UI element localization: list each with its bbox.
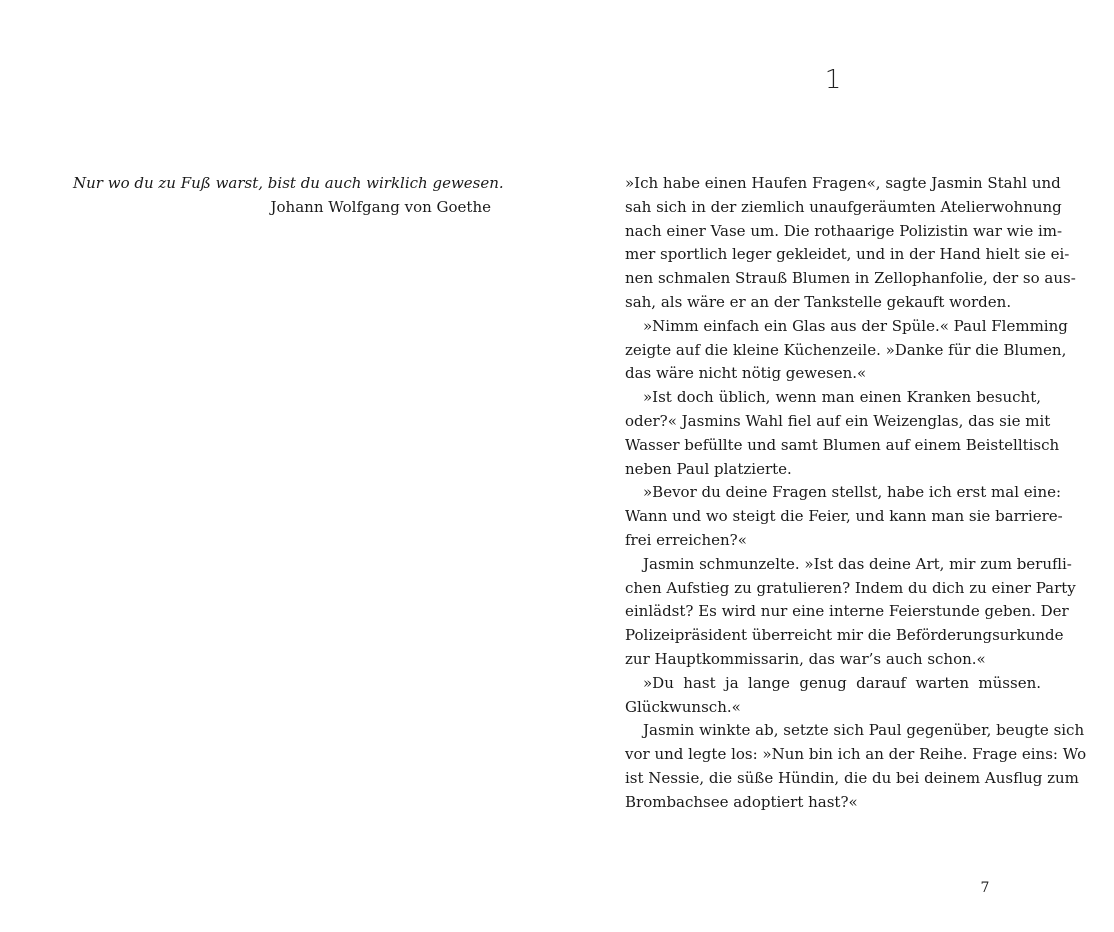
text-line: Polizeipräsident überreicht mir die Beförderungsurkunde <box>625 626 1064 645</box>
text-line: ist Nessie, die süße Hündin, die du bei deinem Ausflug zum <box>625 768 1079 787</box>
text-line: Jasmin schmunzelte. »Ist das deine Art, mir zum berufli- <box>643 554 1072 573</box>
text-line: zeigte auf die kleine Küchenzeile. »Danke für die Blumen, <box>625 340 1067 359</box>
text-line: oder?« Jasmins Wahl fiel auf ein Weizenglas, das sie mit <box>625 411 1051 430</box>
paragraph <box>625 172 1076 315</box>
chapter-body-text <box>625 172 1087 815</box>
text-line: Wasser befüllte und samt Blumen auf einem Beistelltisch <box>625 435 1060 454</box>
text-line: »Ist doch üblich, wenn man einen Kranken besucht, <box>643 388 1041 407</box>
text-line: mer sportlich leger gekleidet, und in der Hand hielt sie ei- <box>625 245 1070 264</box>
text-line: vor und legte los: »Nun bin ich an der Reihe. Frage eins: Wo <box>625 745 1087 764</box>
chapter-number: 1 <box>824 65 842 95</box>
text-line: Brombachsee adoptiert hast?« <box>625 792 858 811</box>
text-line: neben Paul platzierte. <box>625 459 792 478</box>
paragraph <box>625 386 1060 481</box>
epigraph-author: Johann Wolfgang von Goethe <box>270 197 491 216</box>
text-line: nach einer Vase um. Die rothaarige Polizistin war wie im- <box>625 221 1063 240</box>
text-line: »Du hast ja lange genug darauf warten müssen. <box>643 673 1041 692</box>
text-line: »Nimm einfach ein Glas aus der Spüle.« Paul Flemming <box>643 316 1068 335</box>
paragraph <box>625 315 1068 386</box>
page-number: 7 <box>980 880 990 896</box>
text-line: zur Hauptkommissarin, das war’s auch schon.« <box>625 649 986 668</box>
text-line: sah sich in der ziemlich unaufgeräumten Atelierwohnung <box>625 197 1062 216</box>
paragraph <box>625 553 1076 672</box>
text-line: nen schmalen Strauß Blumen in Zellophanfolie, der so aus- <box>625 269 1076 288</box>
paragraph <box>625 481 1063 552</box>
text-line: Wann und wo steigt die Feier, und kann man sie barriere- <box>625 507 1063 526</box>
text-line: das wäre nicht nötig gewesen.« <box>625 364 867 383</box>
epigraph <box>73 172 504 220</box>
text-line: einlädst? Es wird nur eine interne Feierstunde geben. Der <box>625 602 1069 621</box>
epigraph-quote: Nur wo du zu Fuß warst, bist du auch wirklich gewesen. <box>73 174 504 192</box>
text-line: frei erreichen?« <box>625 530 747 549</box>
text-line: chen Aufstieg zu gratulieren? Indem du dich zu einer Party <box>625 578 1076 597</box>
text-line: Jasmin winkte ab, setzte sich Paul gegenüber, beugte sich <box>643 721 1085 740</box>
text-line: sah, als wäre er an der Tankstelle gekauft worden. <box>625 292 1012 311</box>
paragraph <box>625 719 1087 814</box>
text-line: »Bevor du deine Fragen stellst, habe ich erst mal eine: <box>643 483 1062 502</box>
paragraph <box>625 672 1041 720</box>
text-line: Glückwunsch.« <box>625 697 741 716</box>
text-line: »Ich habe einen Haufen Fragen«, sagte Jasmin Stahl und <box>625 174 1061 192</box>
